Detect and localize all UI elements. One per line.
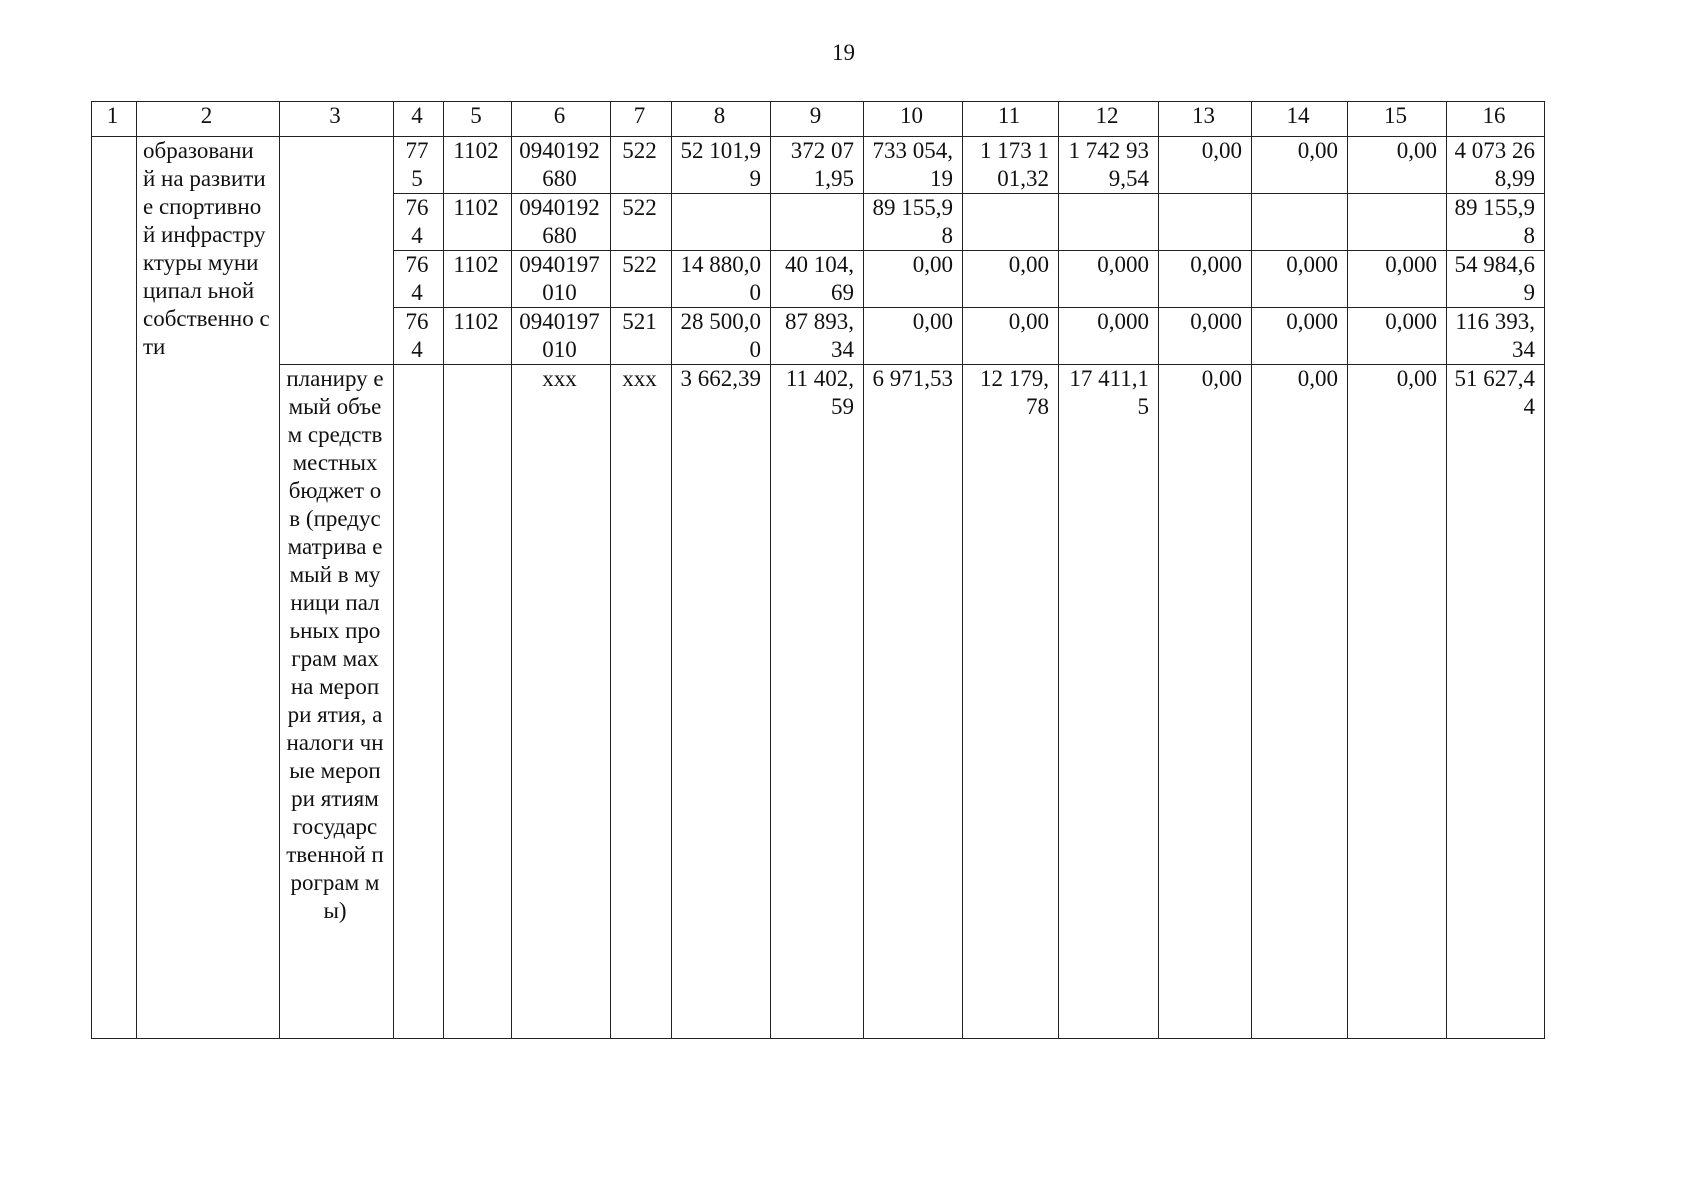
table-row (92, 365, 1545, 1039)
header-cell: 13 (1159, 102, 1252, 137)
cell-c7: 521 (611, 308, 672, 365)
cell-c12: 0,000 (1059, 308, 1159, 365)
header-cell: 4 (394, 102, 444, 137)
cell-c16: 51 627,44 (1447, 365, 1545, 1039)
cell-c13: 0,000 (1159, 308, 1252, 365)
cell-c4 (394, 365, 444, 1039)
cell-c7: xxx (611, 365, 672, 1039)
header-cell: 7 (611, 102, 672, 137)
cell-c7: 522 (611, 194, 672, 251)
cell-c9: 40 104,69 (771, 251, 864, 308)
cell-c11: 12 179,78 (963, 365, 1059, 1039)
header-cell: 8 (672, 102, 771, 137)
cell-c15 (1348, 194, 1447, 251)
cell-c8 (672, 194, 771, 251)
page-number: 19 (832, 40, 855, 65)
cell-c4: 764 (394, 251, 444, 308)
cell-c7: 522 (611, 137, 672, 194)
cell-c16: 116 393,34 (1447, 308, 1545, 365)
cell-c6: 0940197010 (512, 308, 611, 365)
header-cell: 5 (444, 102, 512, 137)
cell-c10: 0,00 (864, 308, 963, 365)
cell-c12: 17 411,15 (1059, 365, 1159, 1039)
cell-c10: 733 054,19 (864, 137, 963, 194)
cell-c11 (963, 194, 1059, 251)
cell-c9: 11 402,59 (771, 365, 864, 1039)
header-row (92, 102, 1545, 137)
header-cell: 6 (512, 102, 611, 137)
cell-c14: 0,00 (1252, 137, 1348, 194)
cell-c6: 0940197010 (512, 251, 611, 308)
header-cell: 15 (1348, 102, 1447, 137)
budget-table (91, 101, 1545, 1039)
cell-c12: 0,000 (1059, 251, 1159, 308)
cell-c8: 28 500,00 (672, 308, 771, 365)
cell-c13 (1159, 194, 1252, 251)
cell-c12 (1059, 194, 1159, 251)
cell-c6: xxx (512, 365, 611, 1039)
cell-c8: 14 880,00 (672, 251, 771, 308)
header-cell: 14 (1252, 102, 1348, 137)
cell-c4: 764 (394, 308, 444, 365)
funding-source-cell: планиру емый объем средств местных бюджет ов (предус матрива емый в муници пальных програм мах на меропри ятия, аналоги чные меропри ятиям государс твенной програм мы) (280, 365, 394, 1039)
cell-c15: 0,000 (1348, 251, 1447, 308)
header-cell: 12 (1059, 102, 1159, 137)
cell-c13: 0,00 (1159, 137, 1252, 194)
cell-c10: 6 971,53 (864, 365, 963, 1039)
cell-c5: 1102 (444, 308, 512, 365)
cell-c13: 0,00 (1159, 365, 1252, 1039)
cell-c14: 0,000 (1252, 308, 1348, 365)
cell-c14 (1252, 194, 1348, 251)
table-row (92, 137, 1545, 194)
cell-c11: 1 173 101,32 (963, 137, 1059, 194)
cell-c4: 775 (394, 137, 444, 194)
cell-c6: 0940192680 (512, 194, 611, 251)
header-cell: 2 (137, 102, 280, 137)
cell-c15: 0,00 (1348, 137, 1447, 194)
cell-c11: 0,00 (963, 251, 1059, 308)
cell-c5: 1102 (444, 137, 512, 194)
cell-c15: 0,000 (1348, 308, 1447, 365)
cell-c16: 4 073 268,99 (1447, 137, 1545, 194)
cell-c12: 1 742 939,54 (1059, 137, 1159, 194)
header-cell: 1 (92, 102, 137, 137)
cell-c8: 52 101,99 (672, 137, 771, 194)
cell-c8: 3 662,39 (672, 365, 771, 1039)
cell-c9: 87 893,34 (771, 308, 864, 365)
cell-c9: 372 071,95 (771, 137, 864, 194)
header-cell: 10 (864, 102, 963, 137)
cell-c16: 89 155,98 (1447, 194, 1545, 251)
cell-c7: 522 (611, 251, 672, 308)
cell-c10: 0,00 (864, 251, 963, 308)
header-cell: 16 (1447, 102, 1545, 137)
cell-c15: 0,00 (1348, 365, 1447, 1039)
cell-c4: 764 (394, 194, 444, 251)
cell-c14: 0,00 (1252, 365, 1348, 1039)
cell-c6: 0940192680 (512, 137, 611, 194)
header-cell: 11 (963, 102, 1059, 137)
cell-c5: 1102 (444, 194, 512, 251)
cell-c5: 1102 (444, 251, 512, 308)
activity-name-cell: образовани й на развитие спортивной инфрастру ктуры муниципал ьной собственно сти (137, 137, 280, 1039)
cell-c10: 89 155,98 (864, 194, 963, 251)
col3-empty-cell (280, 137, 394, 365)
cell-c14: 0,000 (1252, 251, 1348, 308)
cell-c9 (771, 194, 864, 251)
header-cell: 9 (771, 102, 864, 137)
cell-c16: 54 984,69 (1447, 251, 1545, 308)
cell-c13: 0,000 (1159, 251, 1252, 308)
cell-c11: 0,00 (963, 308, 1059, 365)
cell-c5 (444, 365, 512, 1039)
col1-empty-cell (92, 137, 137, 1039)
header-cell: 3 (280, 102, 394, 137)
